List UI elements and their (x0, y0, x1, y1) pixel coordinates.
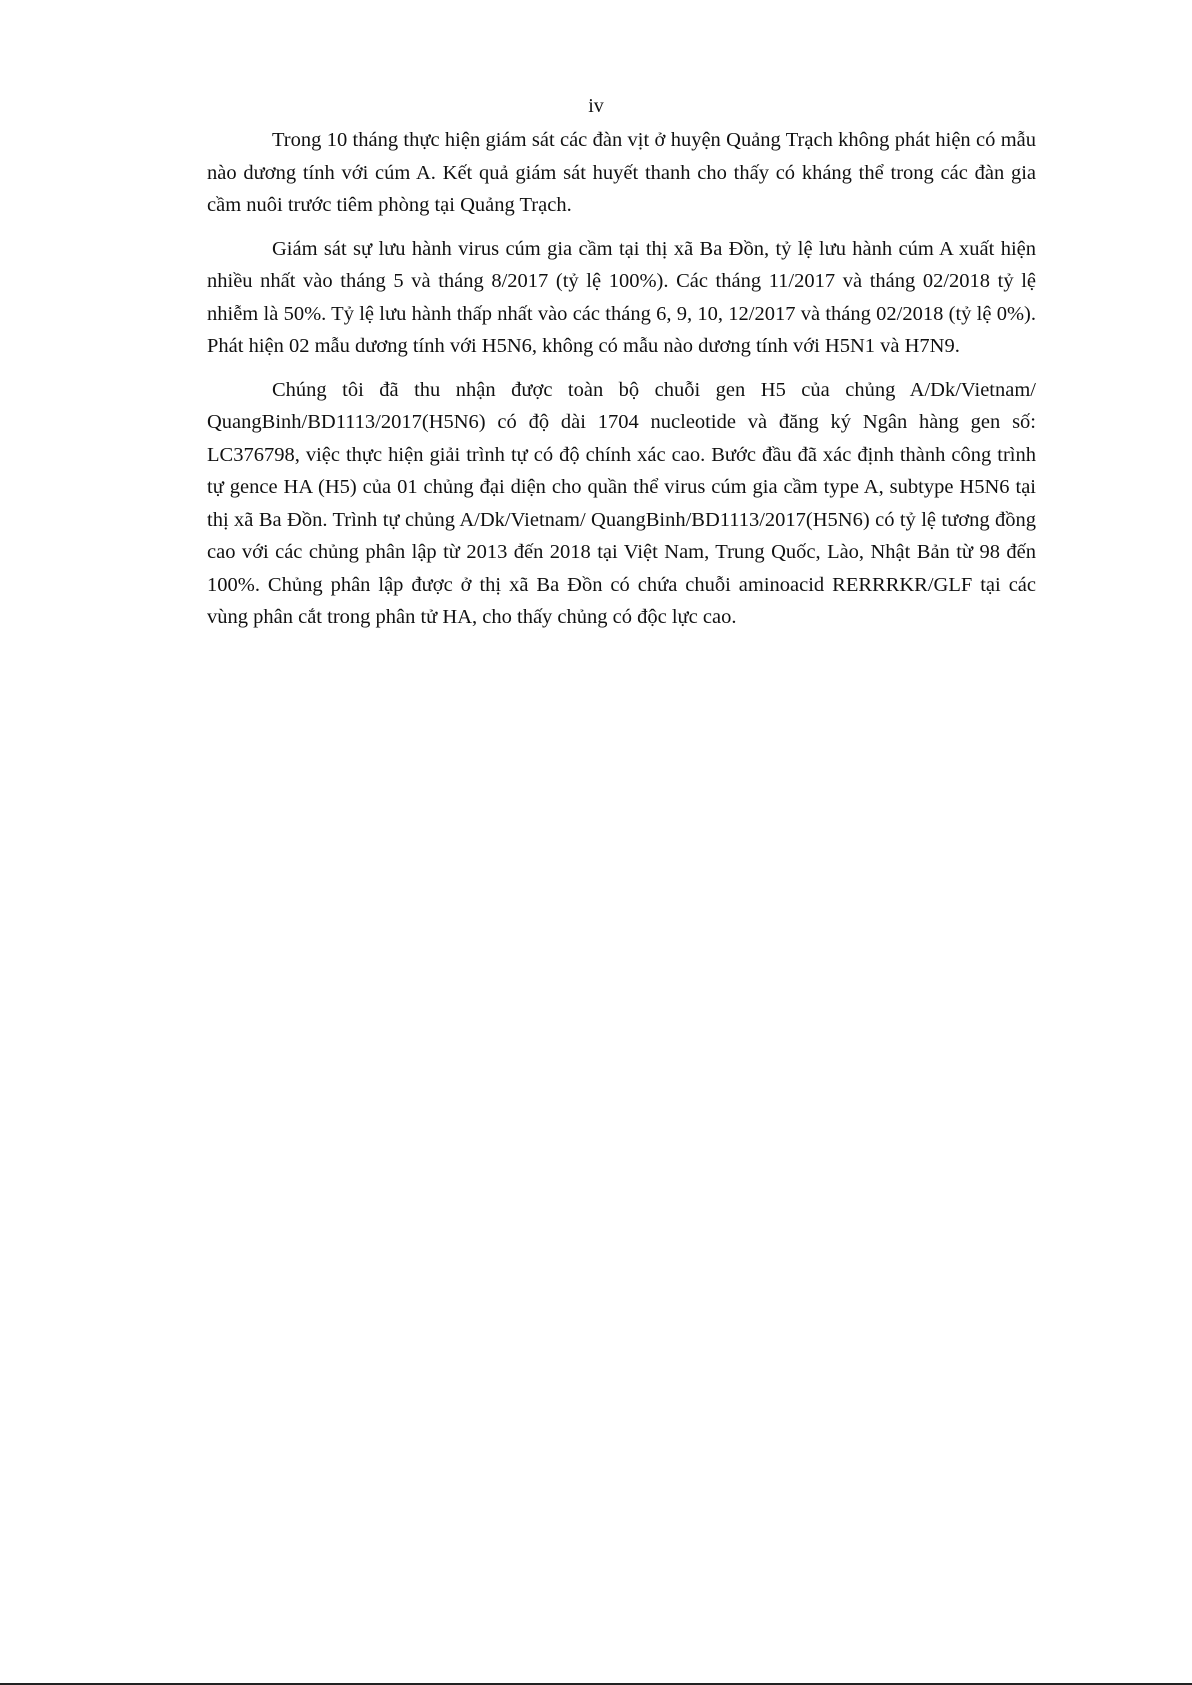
paragraph-ba-don-prevalence: Giám sát sự lưu hành virus cúm gia cầm tại thị xã Ba Đồn, tỷ lệ lưu hành cúm A xuất hiện nhiều nhất vào tháng 5 và tháng 8/2017 (tỷ lệ 100%). Các tháng 11/2017 và tháng 02/2018 tỷ lệ nhiễm là 50%. Tỷ lệ lưu hành thấp nhất vào các tháng 6, 9, 10, 12/2017 và tháng 02/2018 (tỷ lệ 0%). Phát hiện 02 mẫu dương tính với H5N6, không có mẫu nào dương tính với H5N1 và H7N9. (207, 237, 1036, 357)
document-body (207, 124, 1036, 645)
paragraph-h5-gene-sequence: Chúng tôi đã thu nhận được toàn bộ chuỗi gen H5 của chủng A/Dk/Vietnam/ QuangBinh/BD1113/2017(H5N6) có độ dài 1704 nucleotide và đăng ký Ngân hàng gen số: LC376798, việc thực hiện giải trình tự có độ chính xác cao. Bước đầu đã xác định thành công trình tự gence HA (H5) của 01 chủng đại diện cho quần thể virus cúm gia cầm type A, subtype H5N6 tại thị xã Ba Đồn. Trình tự chủng A/Dk/Vietnam/ QuangBinh/BD1113/2017(H5N6) có tỷ lệ tương đồng cao với các chủng phân lập từ 2013 đến 2018 tại Việt Nam, Trung Quốc, Lào, Nhật Bản từ 98 đến 100%. Chủng phân lập được ở thị xã Ba Đồn có chứa chuỗi aminoacid RERRRKR/GLF tại các vùng phân cắt trong phân tử HA, cho thấy chủng có độc lực cao. (207, 378, 1036, 628)
paragraph-quang-trach-surveillance: Trong 10 tháng thực hiện giám sát các đàn vịt ở huyện Quảng Trạch không phát hiện có mẫu nào dương tính với cúm A. Kết quả giám sát huyết thanh cho thấy có kháng thể trong các đàn gia cầm nuôi trước tiêm phòng tại Quảng Trạch. (207, 129, 1036, 216)
page-number: iv (588, 95, 604, 117)
